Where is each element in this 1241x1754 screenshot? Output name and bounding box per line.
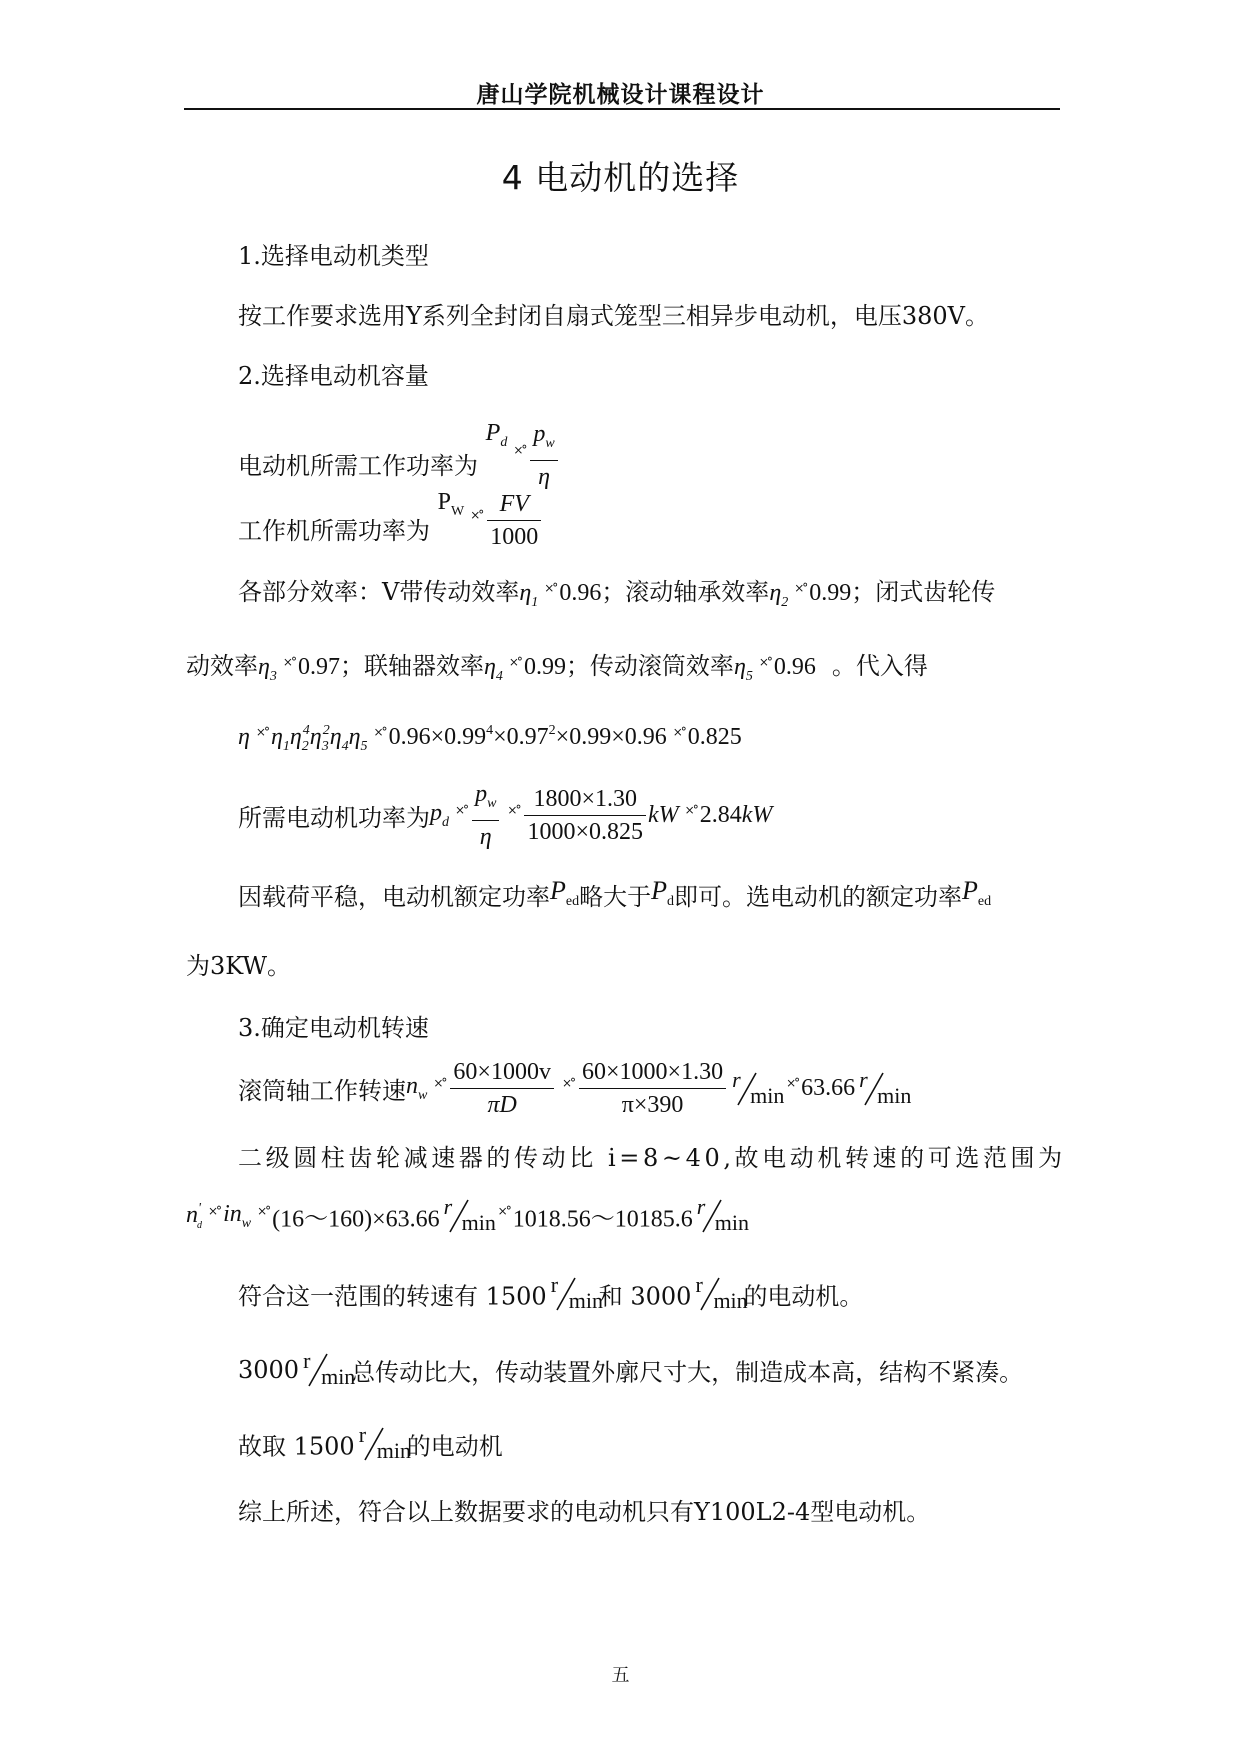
- header-rule: [184, 108, 1060, 110]
- speed-range-formula: $n'_d^{\times^\circ}$ $in_w^{\times^\circ}$ (16～160)×63.66 r min ×° 1018.56～10185.6 r min: [186, 1194, 749, 1235]
- ratio-text: 二级圆柱齿轮减速器的传动比 i=8~40,故电动机转速的可选范围为: [238, 1144, 1066, 1172]
- section3-heading: 3.确定电动机转速: [238, 1014, 429, 1042]
- required-power-formula: 所需电动机功率为$p_d^{\times^\circ}$ $\frac{p_w}{\eta}$ ×° $\frac{1800\times 1.30}{1000\times 0.825}$ kW ×° 2.84kW: [238, 778, 772, 853]
- speeds-text: 符合这一范围的转速有 1500 r min 和 3000 r min 的电动机。: [238, 1272, 864, 1313]
- pd-formula-line: 电动机所需工作功率为 $P_d$ ×° $\frac{p_w}{\eta}$: [238, 418, 560, 493]
- drum-speed-formula: 滚筒轴工作转速$n_w^{\times^\circ}$ $\frac{60\times 1000v}{\pi D}$ ×° $\frac{60\times 1000\times 1.30}{\pi\times 390}$ r min ×° 63.66 r min: [238, 1056, 907, 1121]
- chapter-title: 4 电动机的选择: [501, 158, 740, 197]
- speed-3000-text: 3000 r min 总传动比大，传动装置外廓尺寸大，制造成本高，结构不紧凑。: [238, 1348, 1024, 1389]
- section2-heading: 2.选择电动机容量: [238, 362, 429, 390]
- total-efficiency-formula: η ×° $\eta_1\eta_2^4\eta_3^2\eta_4\eta_5^{\times^\circ}$ $0.96\times 0.99^4\times 0.97^2\times 0.99\times 0.96$ ×° 0.825: [238, 723, 742, 754]
- choose-speed-text: 故取 1500 r min 的电动机: [238, 1422, 503, 1463]
- pd-fraction: $\frac{p_w}{\eta}$: [530, 418, 557, 493]
- pw-label: 工作机所需功率为: [238, 517, 430, 545]
- pd-label: 电动机所需工作功率为: [238, 452, 478, 480]
- section1-heading: 1.选择电动机类型: [238, 242, 429, 270]
- section1-text: 按工作要求选用Y系列全封闭自扇式笼型三相异步电动机，电压380V。: [238, 302, 989, 330]
- rated-power-text-2: 为3KW。: [186, 952, 292, 980]
- efficiency-line-2: 动效率$\eta_3^{\times^\circ}$ 0.97；联轴器效率$\eta_4^{\times^\circ}$ 0.99；传动滚筒效率$\eta_5^{\times^\circ}$ 0.96 。代入得: [186, 652, 928, 684]
- page-number: 五: [611, 1665, 630, 1686]
- page-header: 唐山学院机械设计课程设计: [476, 82, 765, 108]
- conclusion-text: 综上所述，符合以上数据要求的电动机只有Y100L2-4型电动机。: [238, 1498, 931, 1526]
- efficiency-line-1: 各部分效率：V带传动效率$\eta_1^{\times^\circ}$ 0.96；滚动轴承效率$\eta_2^{\times^\circ}$ 0.99；闭式齿轮传: [238, 578, 996, 610]
- pw-fraction: $\frac{FV}{1000}$: [487, 488, 541, 553]
- rated-power-text: 因载荷平稳，电动机额定功率Ped略大于Pd即可。选电动机的额定功率Ped: [238, 876, 992, 911]
- pw-formula-line: 工作机所需功率为 $P_W$ ×° $\frac{FV}{1000}$: [238, 488, 543, 553]
- power-fraction: $\frac{1800\times 1.30}{1000\times 0.825}$: [524, 783, 646, 848]
